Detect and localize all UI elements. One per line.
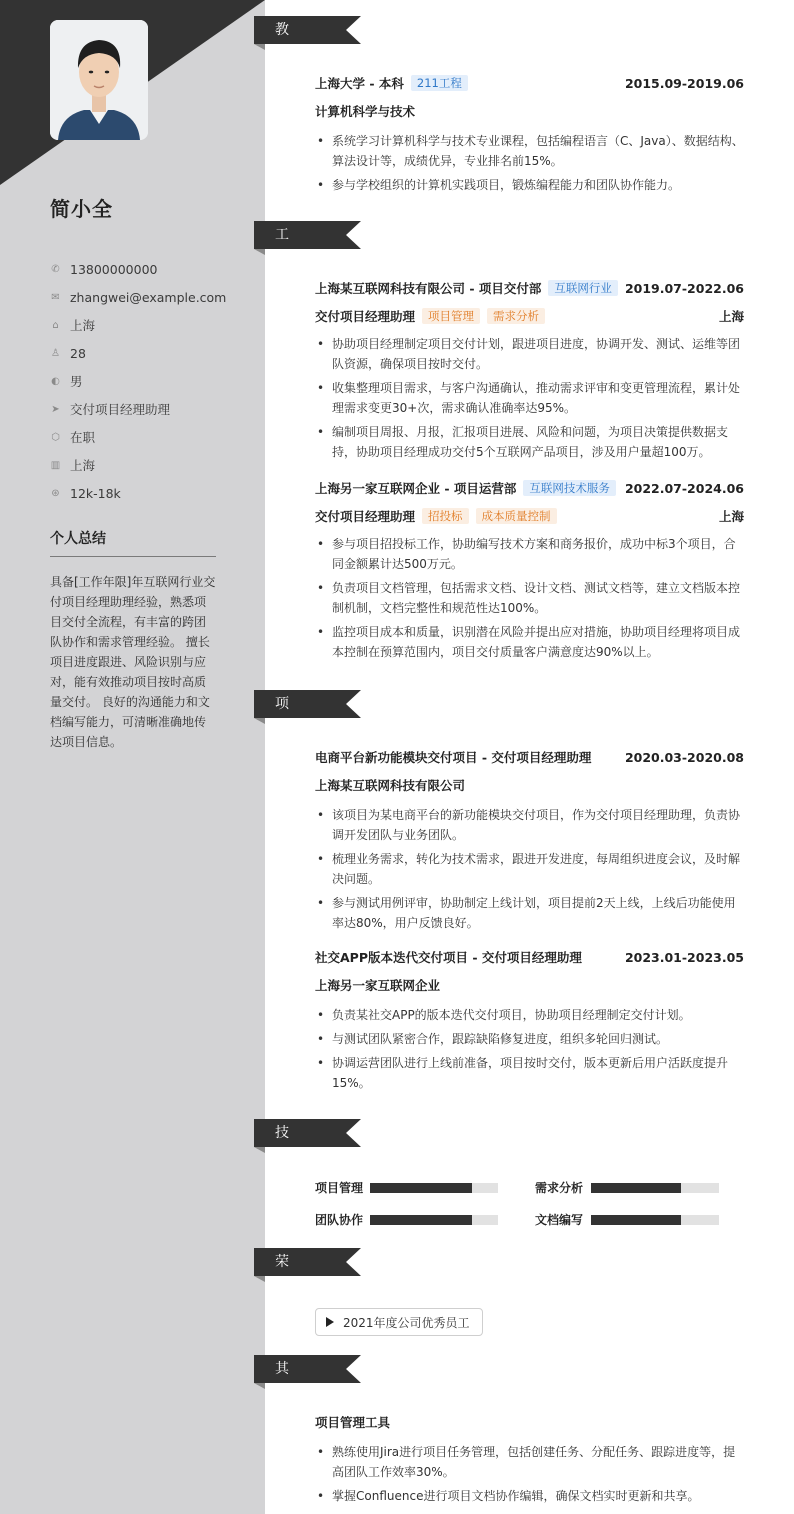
contact-info-list <box>50 255 226 507</box>
summary-divider <box>50 556 216 557</box>
role-title: 交付项目经理助理 <box>315 509 416 524</box>
section-title: 技能专长 <box>275 1125 290 1225</box>
summary-text: 具备[工作年限]年互联网行业交付项目经理助理经验，熟悉项目交付全流程，有丰富的跨团队协作和需求管理经验。 擅长项目进度跟进、风险识别与应对，能有效推动项目按时高质量交付。 良好的沟通能力和文档编写能力，可清晰准确地传达项目信息。 <box>50 575 216 749</box>
skill-tag: 招投标 <box>422 508 469 524</box>
list-item: • 与测试团队紧密合作，跟踪缺陷修复进度，组织多轮回归测试。 <box>315 1029 744 1049</box>
project-company: 上海某互联网科技有限公司 <box>315 778 466 793</box>
work-entry-1 <box>315 279 744 466</box>
honor-text: 2021年度公司优秀员工 <box>343 1315 470 1330</box>
info-position <box>50 395 226 423</box>
skill-bar <box>370 1183 498 1193</box>
info-text: 13800000000 <box>70 261 158 277</box>
skill-tag: 需求分析 <box>487 308 545 324</box>
work-entry-2 <box>315 479 744 666</box>
work-date: 2019.07-2022.06 <box>624 281 744 296</box>
skill-bar <box>370 1215 498 1225</box>
list-item: • 掌握Confluence进行项目文档协作编辑，确保文档实时更新和共享。 <box>315 1486 744 1506</box>
education-entry <box>315 74 744 199</box>
list-item: • 监控项目成本和质量，识别潜在风险并提出应对措施，协助项目经理将项目成本控制在预算范围内，项目交付质量客户满意度达90%以上。 <box>315 622 744 662</box>
education-header <box>315 74 744 94</box>
section-title: 荣誉奖项 <box>275 1254 290 1354</box>
list-item: • 参与测试用例评审，协助制定上线计划，项目提前2天上线，上线后功能使用率达80%，用户反馈良好。 <box>315 893 744 933</box>
project-bullets <box>315 805 744 933</box>
role-row <box>315 307 744 327</box>
list-item: • 熟练使用Jira进行项目任务管理，包括创建任务、分配任务、跟踪进度等，提高团队工作效率30%。 <box>315 1442 744 1482</box>
skill-tag: 项目管理 <box>422 308 480 324</box>
honor-item[interactable] <box>315 1308 483 1336</box>
list-item: • 负责某社交APP的版本迭代交付项目，协助项目经理制定交付计划。 <box>315 1005 744 1025</box>
skill-bar <box>591 1215 719 1225</box>
project-date: 2023.01-2023.05 <box>624 950 744 965</box>
work-bullets <box>315 534 744 662</box>
project-title: 社交APP版本迭代交付项目 - 交付项目经理助理 <box>315 950 582 965</box>
info-text: 上海 <box>70 318 96 333</box>
skill-bar-fill <box>591 1183 681 1193</box>
status-icon: ⬡ <box>51 431 60 443</box>
section-title: 项目经历 <box>275 696 290 796</box>
summary-title: 个人总结 <box>50 531 106 547</box>
position-icon: ➤ <box>51 403 60 415</box>
skill-name: 需求分析 <box>535 1181 584 1195</box>
other-bullets <box>315 1442 744 1506</box>
project-bullets <box>315 1005 744 1093</box>
person-name: 简小全 <box>50 197 113 221</box>
info-text: 28 <box>70 345 86 361</box>
avatar <box>50 20 148 140</box>
company-name: 上海某互联网科技有限公司 - 项目交付部 <box>315 281 542 296</box>
list-item: • 收集整理项目需求，与客户沟通确认，推动需求评审和变更管理流程，累计处理需求变更30+次，需求确认准确率达95%。 <box>315 378 744 418</box>
industry-tag: 互联网行业 <box>548 280 618 296</box>
other-entry <box>315 1413 744 1510</box>
info-text: 上海 <box>70 458 96 473</box>
list-item: • 编制项目周报、月报，汇报项目进展、风险和问题，为项目决策提供数据支持，协助项目经理成功交付5个互联网产品项目，涉及用户量超100万。 <box>315 422 744 462</box>
project-entry-2 <box>315 948 744 1097</box>
list-item: • 系统学习计算机科学与技术专业课程，包括编程语言（C、Java）、数据结构、算法设计等，成绩优异，专业排名前15%。 <box>315 131 744 171</box>
list-item: • 该项目为某电商平台的新功能模块交付项目，作为交付项目经理助理，负责协调开发团队与业务团队。 <box>315 805 744 845</box>
gender-icon: ◐ <box>51 375 60 387</box>
info-text: zhangwei@example.com <box>70 289 227 305</box>
age-icon: ♙ <box>51 347 60 359</box>
phone-icon: ✆ <box>51 263 60 275</box>
skill-name: 文档编写 <box>535 1213 584 1227</box>
project-title: 电商平台新功能模块交付项目 - 交付项目经理助理 <box>315 750 592 765</box>
play-icon <box>326 1317 334 1327</box>
project-header <box>315 948 744 968</box>
section-title: 工作经历 <box>275 227 290 327</box>
education-bullets <box>315 131 744 195</box>
info-status <box>50 423 226 451</box>
section-title: 其他信息 <box>275 1361 290 1461</box>
home-icon: ⌂ <box>52 319 59 331</box>
email-icon: ✉ <box>51 291 60 303</box>
school-name: 上海大学 - 本科 <box>315 76 404 91</box>
skill-name: 项目管理 <box>315 1181 364 1195</box>
skill-name: 团队协作 <box>315 1213 364 1227</box>
skill-bar <box>591 1183 719 1193</box>
industry-tag: 互联网技术服务 <box>523 480 616 496</box>
skill-tag: 成本质量控制 <box>476 508 557 524</box>
project-header <box>315 748 744 768</box>
info-salary <box>50 479 226 507</box>
info-text: 在职 <box>70 430 96 445</box>
info-email <box>50 283 226 311</box>
info-gender <box>50 367 226 395</box>
salary-icon: ⊛ <box>51 487 60 499</box>
school-tag: 211工程 <box>411 75 468 91</box>
portrait-image <box>50 20 148 140</box>
city-icon: ▥ <box>50 459 61 471</box>
skill-bar-fill <box>370 1183 472 1193</box>
major: 计算机科学与技术 <box>315 104 416 119</box>
sidebar <box>0 0 265 1514</box>
section-title: 教育经历 <box>275 22 290 122</box>
work-header <box>315 279 744 299</box>
info-text: 交付项目经理助理 <box>70 402 171 417</box>
work-location: 上海 <box>718 309 744 324</box>
project-company: 上海另一家互联网企业 <box>315 978 441 993</box>
list-item: • 梳理业务需求，转化为技术需求，跟进开发进度，每周组织进度会议，及时解决问题。 <box>315 849 744 889</box>
role-row <box>315 507 744 527</box>
list-item: • 参与项目招投标工作，协助编写技术方案和商务报价，成功中标3个项目，合同金额累计达500万元。 <box>315 534 744 574</box>
work-location: 上海 <box>718 509 744 524</box>
work-bullets <box>315 334 744 462</box>
role-title: 交付项目经理助理 <box>315 309 416 324</box>
list-item: • 协调运营团队进行上线前准备，项目按时交付，版本更新后用户活跃度提升15%。 <box>315 1053 744 1093</box>
education-date: 2015.09-2019.06 <box>624 76 744 91</box>
info-text: 12k-18k <box>70 485 121 501</box>
company-name: 上海另一家互联网企业 - 项目运营部 <box>315 481 517 496</box>
list-item: • 参与学校组织的计算机实践项目，锻炼编程能力和团队协作能力。 <box>315 175 744 195</box>
info-phone <box>50 255 226 283</box>
work-date: 2022.07-2024.06 <box>624 481 744 496</box>
work-header <box>315 479 744 499</box>
info-hometown <box>50 311 226 339</box>
info-age <box>50 339 226 367</box>
list-item: • 协助项目经理制定项目交付计划，跟进项目进度，协调开发、测试、运维等团队资源，确保项目按时交付。 <box>315 334 744 374</box>
other-title: 项目管理工具 <box>315 1415 391 1430</box>
skill-bar-fill <box>370 1215 472 1225</box>
info-text: 男 <box>70 374 83 389</box>
project-date: 2020.03-2020.08 <box>624 750 744 765</box>
skill-bar-fill <box>591 1215 681 1225</box>
list-item: • 负责项目文档管理，包括需求文档、设计文档、测试文档等，建立文档版本控制机制，文档完整性和规范性达100%。 <box>315 578 744 618</box>
main-content <box>265 0 794 1514</box>
info-city <box>50 451 226 479</box>
project-entry-1 <box>315 748 744 937</box>
